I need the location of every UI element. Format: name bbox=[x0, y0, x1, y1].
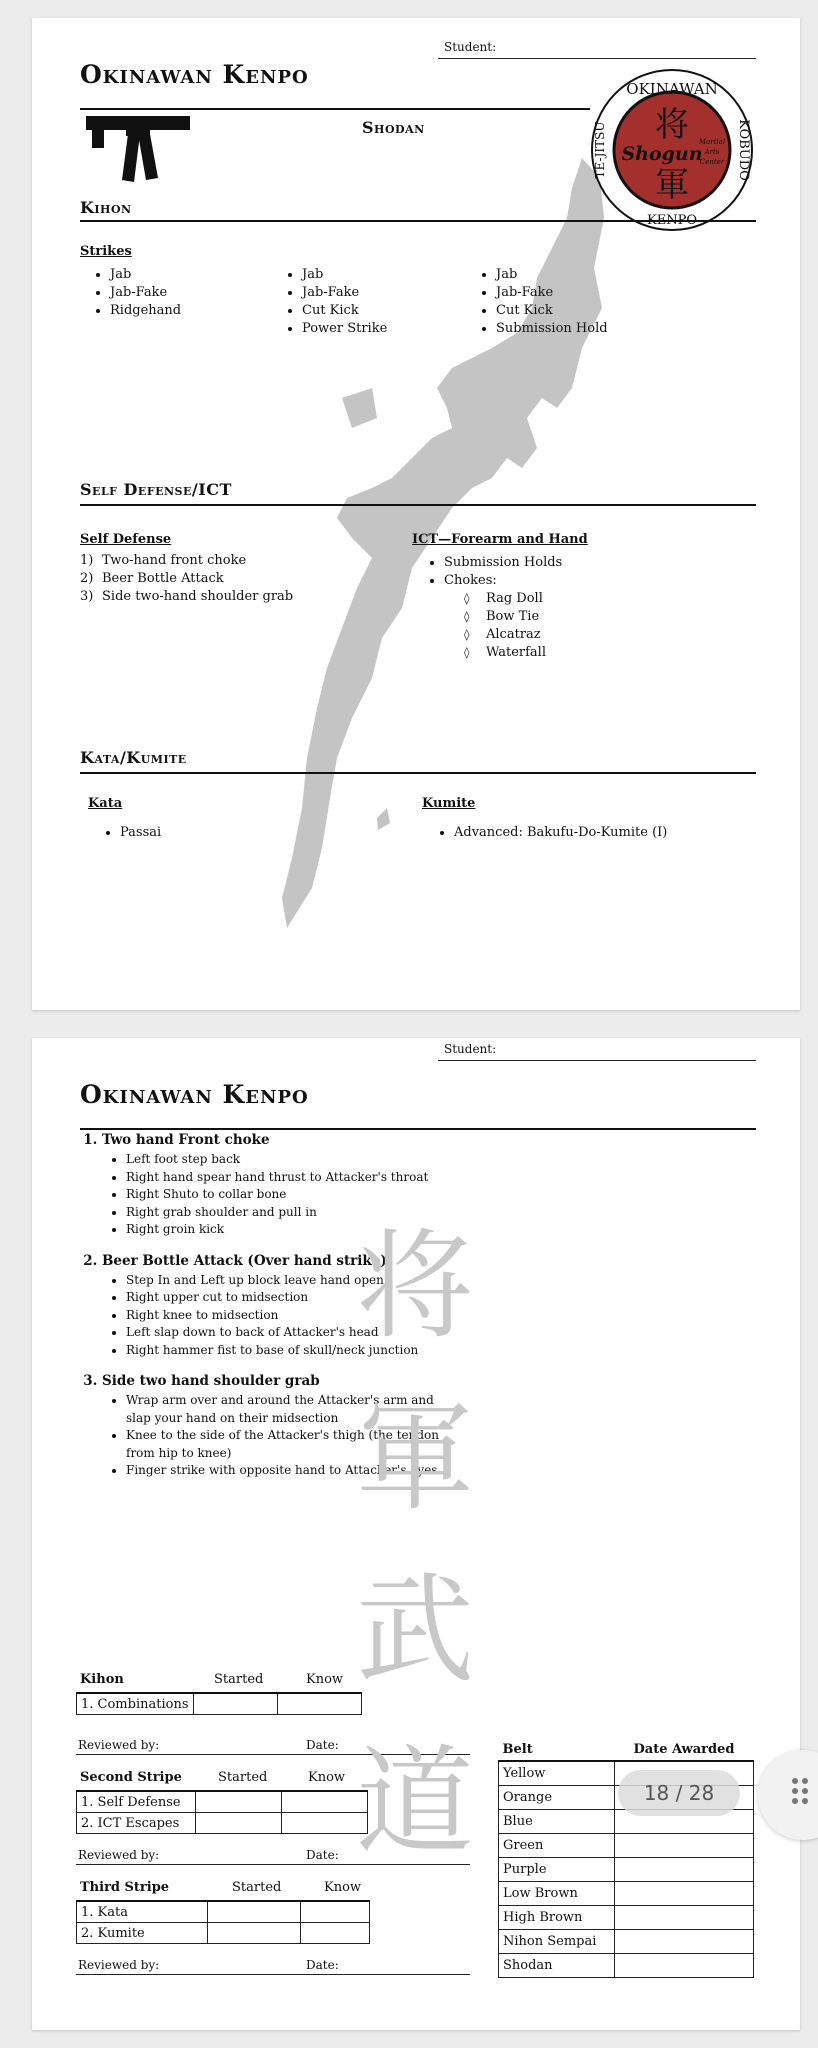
drill-step: • Knee to the side of the Attacker's thigh (the tendon from hip to knee) bbox=[126, 1427, 440, 1462]
date-label: Date: bbox=[306, 1958, 339, 1972]
list-item: • Jab-Fake bbox=[302, 284, 387, 302]
strikes-label: Strikes bbox=[80, 244, 132, 259]
table-cell: 1. Kata bbox=[77, 1901, 208, 1923]
second-stripe-table bbox=[76, 1790, 368, 1834]
list-item: • Submission Holds bbox=[444, 554, 562, 572]
table-row bbox=[77, 1791, 368, 1813]
drill-step: • Right grab shoulder and pull in bbox=[126, 1204, 440, 1222]
strikes-column-2 bbox=[280, 266, 387, 338]
document-page-1 bbox=[32, 18, 800, 1010]
kihon-table-header bbox=[80, 1672, 368, 1687]
table-cell: 1. Combinations bbox=[77, 1693, 194, 1715]
page-title: Okinawan Kenpo bbox=[80, 60, 309, 89]
belt-name: Low Brown bbox=[499, 1882, 615, 1906]
second-stripe-header bbox=[80, 1770, 372, 1785]
emblem-sub-1: Martial bbox=[698, 138, 726, 146]
drill-step: • Right groin kick bbox=[126, 1221, 440, 1239]
know-header: Know bbox=[324, 1880, 362, 1895]
student-name-line bbox=[438, 1040, 756, 1061]
belt-name: Green bbox=[499, 1834, 615, 1858]
third-stripe-header bbox=[80, 1880, 372, 1895]
emblem-name: Shogun bbox=[621, 143, 703, 165]
date-awarded-column-header: Date Awarded bbox=[615, 1738, 754, 1761]
kata-label: Kata bbox=[88, 796, 123, 811]
list-item: • Submission Hold bbox=[496, 320, 608, 338]
belt-name: Nihon Sempai bbox=[499, 1930, 615, 1954]
drill-item: 3. Side two hand shoulder grab • Wrap arm over and around the Attacker's arm and slap your hand on their midsection • Knee to the side of the Attacker's thigh (the tendon from hip to knee) • Finger strike with opposite hand to Attacker's eyes bbox=[102, 1373, 440, 1480]
kata-list bbox=[98, 824, 161, 842]
drill-step: • Left slap down to back of Attacker's head bbox=[126, 1324, 440, 1342]
date-cell[interactable] bbox=[615, 1930, 754, 1954]
date-cell[interactable] bbox=[615, 1906, 754, 1930]
rank-heading: Shodan bbox=[362, 118, 425, 137]
kumite-label: Kumite bbox=[422, 796, 476, 811]
belt-name: Orange bbox=[499, 1786, 615, 1810]
belt-name: Shodan bbox=[499, 1954, 615, 1978]
list-item: 3) Side two-hand shoulder grab bbox=[80, 589, 294, 604]
page-indicator: 18 / 28 bbox=[618, 1770, 740, 1816]
list-item: 2) Beer Bottle Attack bbox=[80, 571, 224, 586]
student-name-line bbox=[438, 38, 756, 59]
title-rule bbox=[80, 108, 590, 110]
belt-name: Blue bbox=[499, 1810, 615, 1834]
list-item: • Chokes: ◊ Rag Doll ◊ Bow Tie ◊ Alcatraz ◊ Waterfall bbox=[444, 572, 562, 662]
list-item: 1) Two-hand front choke bbox=[80, 553, 247, 568]
started-cell[interactable] bbox=[208, 1923, 301, 1944]
kanji-watermark-char: 道 bbox=[355, 1733, 474, 1871]
date-cell[interactable] bbox=[615, 1954, 754, 1978]
started-cell[interactable] bbox=[196, 1813, 282, 1834]
page-title: Okinawan Kenpo bbox=[80, 1080, 309, 1109]
list-item: • Cut Kick bbox=[302, 302, 387, 320]
self-defense-heading: Self Defense/ICT bbox=[80, 480, 232, 499]
black-belt-icon bbox=[86, 114, 190, 184]
kanji-watermark bbox=[355, 1200, 475, 1888]
date-cell[interactable] bbox=[615, 1858, 754, 1882]
started-cell[interactable] bbox=[196, 1791, 282, 1813]
self-defense-list bbox=[80, 552, 293, 606]
emblem-text-top: OKINAWAN bbox=[626, 80, 718, 98]
table-row bbox=[499, 1954, 754, 1978]
know-cell[interactable] bbox=[278, 1693, 362, 1715]
know-cell[interactable] bbox=[301, 1901, 370, 1923]
drill-step: • Right hand spear hand thrust to Attacker's throat bbox=[126, 1169, 440, 1187]
second-stripe-title: Second Stripe bbox=[80, 1770, 182, 1785]
belt-name: Yellow bbox=[499, 1761, 615, 1786]
kumite-list bbox=[432, 824, 667, 842]
drill-item: 2. Beer Bottle Attack (Over hand strike) • Step In and Left up block leave hand open • Right upper cut to midsection • Right knee to midsection • Left slap down to back of Attacker's head • Right hammer fist to base of skull/neck junction bbox=[102, 1253, 440, 1360]
list-item: • Passai bbox=[120, 824, 161, 842]
list-item: ◊ Waterfall bbox=[488, 644, 562, 662]
kanji-watermark-char: 軍 bbox=[355, 1389, 474, 1527]
chokes-list bbox=[444, 590, 562, 662]
list-item: • Jab bbox=[110, 266, 181, 284]
started-cell[interactable] bbox=[208, 1901, 301, 1923]
list-item: • Ridgehand bbox=[110, 302, 181, 320]
drill-step: • Finger strike with opposite hand to Attacker's eyes bbox=[126, 1462, 440, 1480]
know-header: Know bbox=[308, 1770, 346, 1785]
strikes-column-1 bbox=[88, 266, 181, 320]
drill-step: • Step In and Left up block leave hand open bbox=[126, 1272, 440, 1290]
date-label: Date: bbox=[306, 1848, 339, 1862]
emblem-kanji-1: 将 bbox=[655, 105, 689, 145]
date-cell[interactable] bbox=[615, 1882, 754, 1906]
list-item: • Power Strike bbox=[302, 320, 387, 338]
kihon-table bbox=[76, 1692, 362, 1715]
table-row bbox=[77, 1923, 370, 1944]
reviewed-label: Reviewed by: bbox=[78, 1738, 160, 1752]
kihon-heading: Kihon bbox=[80, 198, 132, 217]
list-item: • Advanced: Bakufu-Do-Kumite (I) bbox=[454, 824, 667, 842]
table-row bbox=[499, 1858, 754, 1882]
emblem-text-bottom: KENPO bbox=[647, 213, 697, 228]
started-header: Started bbox=[214, 1672, 264, 1687]
emblem-text-left: TE-JITSU bbox=[593, 121, 607, 179]
emblem-sub-3: Center bbox=[699, 158, 725, 166]
list-item: ◊ Rag Doll bbox=[488, 590, 562, 608]
table-row bbox=[499, 1930, 754, 1954]
know-cell[interactable] bbox=[301, 1923, 370, 1944]
drill-step: • Right Shuto to collar bone bbox=[126, 1186, 440, 1204]
drill-step: • Left foot step back bbox=[126, 1151, 440, 1169]
emblem-kanji-2: 軍 bbox=[655, 165, 689, 205]
third-stripe-title: Third Stripe bbox=[80, 1880, 170, 1895]
table-row bbox=[77, 1813, 368, 1834]
date-cell[interactable] bbox=[615, 1834, 754, 1858]
list-item: ◊ Alcatraz bbox=[488, 626, 562, 644]
kihon-table-title: Kihon bbox=[80, 1672, 124, 1687]
belt-column-header: Belt bbox=[499, 1738, 615, 1761]
title-rule bbox=[80, 1128, 756, 1130]
strikes-column-3 bbox=[474, 266, 608, 338]
table-cell: 2. ICT Escapes bbox=[77, 1813, 196, 1834]
ict-list bbox=[422, 554, 562, 662]
drill-item: 1. Two hand Front choke • Left foot step back • Right hand spear hand thrust to Attacker's throat • Right Shuto to collar bone • Right grab shoulder and pull in • Right groin kick bbox=[102, 1132, 440, 1239]
list-item: ◊ Bow Tie bbox=[488, 608, 562, 626]
student-label: Student: bbox=[444, 40, 497, 54]
ict-label: ICT—Forearm and Hand bbox=[412, 532, 588, 547]
table-cell: 2. Kumite bbox=[77, 1923, 208, 1944]
table-row bbox=[499, 1834, 754, 1858]
shogun-martial-arts-emblem bbox=[590, 68, 754, 232]
table-row bbox=[77, 1693, 362, 1715]
table-cell: 1. Self Defense bbox=[77, 1791, 196, 1813]
kata-kumite-heading: Kata/Kumite bbox=[80, 748, 187, 767]
list-item: • Jab-Fake bbox=[110, 284, 181, 302]
belt-name: High Brown bbox=[499, 1906, 615, 1930]
drill-step: • Right hammer fist to base of skull/neck junction bbox=[126, 1342, 440, 1360]
started-cell[interactable] bbox=[194, 1693, 278, 1715]
emblem-text-right: KOBUDO bbox=[736, 119, 751, 181]
kanji-watermark-char: 武 bbox=[355, 1561, 474, 1699]
student-label: Student: bbox=[444, 1042, 497, 1056]
list-item: • Jab bbox=[496, 266, 608, 284]
reviewed-label: Reviewed by: bbox=[78, 1848, 160, 1862]
started-header: Started bbox=[232, 1880, 282, 1895]
table-row bbox=[499, 1882, 754, 1906]
started-header: Started bbox=[218, 1770, 268, 1785]
kata-kumite-rule bbox=[80, 772, 756, 774]
emblem-sub-2: Arts bbox=[704, 148, 720, 156]
list-item: • Jab-Fake bbox=[496, 284, 608, 302]
third-stripe-table bbox=[76, 1900, 370, 1944]
kihon-rule bbox=[80, 220, 756, 222]
list-item: • Cut Kick bbox=[496, 302, 608, 320]
table-row bbox=[77, 1901, 370, 1923]
reviewed-label: Reviewed by: bbox=[78, 1958, 160, 1972]
table-row bbox=[499, 1906, 754, 1930]
kanji-watermark-char: 将 bbox=[355, 1217, 474, 1355]
table-header-row bbox=[499, 1738, 754, 1761]
drill-step: • Right upper cut to midsection bbox=[126, 1289, 440, 1307]
list-item: • Jab bbox=[302, 266, 387, 284]
belt-name: Purple bbox=[499, 1858, 615, 1882]
self-defense-label: Self Defense bbox=[80, 532, 172, 547]
drill-step: • Right knee to midsection bbox=[126, 1307, 440, 1325]
date-label: Date: bbox=[306, 1738, 339, 1752]
drill-step: • Wrap arm over and around the Attacker's arm and slap your hand on their midsection bbox=[126, 1392, 440, 1427]
reviewed-line bbox=[76, 1956, 470, 1975]
self-defense-rule bbox=[80, 504, 756, 506]
know-header: Know bbox=[306, 1672, 344, 1687]
